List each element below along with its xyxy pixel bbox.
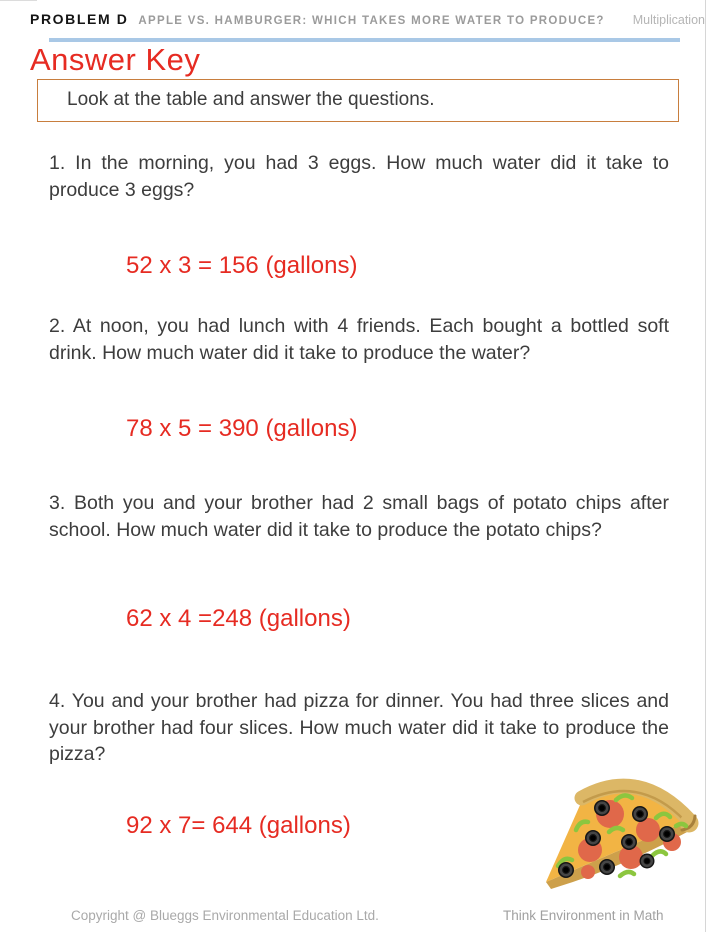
answer-2: 78 x 5 = 390 (gallons) — [126, 415, 358, 442]
page-title: Answer Key — [30, 42, 201, 77]
instruction-text: Look at the table and answer the questions. — [67, 89, 435, 110]
instruction-box — [37, 79, 679, 122]
answer-1: 52 x 3 = 156 (gallons) — [126, 252, 358, 279]
page-header — [30, 11, 705, 27]
question-4: 4. You and your brother had pizza for dinner. You had three slices and your brother had four slices. How much water did it take to produce the pizza? — [49, 690, 669, 765]
answer-3: 62 x 4 =248 (gallons) — [126, 605, 351, 632]
question-3: 3. Both you and your brother had 2 small bags of potato chips after school. How much water did it take to produce the potato chips? — [49, 492, 669, 541]
footer-copyright: Copyright @ Blueggs Environmental Education Ltd. — [71, 908, 379, 923]
page-edge-artifact — [0, 0, 37, 1]
footer-tagline: Think Environment in Math — [503, 908, 664, 923]
topic-label: Multiplication — [632, 13, 705, 27]
worksheet-subtitle: APPLE VS. HAMBURGER: WHICH TAKES MORE WATER TO PRODUCE? — [138, 15, 605, 27]
question-2: 2. At noon, you had lunch with 4 friends. Each bought a bottled soft drink. How much water did it take to produce the water? — [49, 315, 669, 364]
answer-4: 92 x 7= 644 (gallons) — [126, 812, 351, 839]
pizza-slice-icon — [536, 764, 708, 902]
question-1: 1. In the morning, you had 3 eggs. How much water did it take to produce 3 eggs? — [49, 152, 669, 201]
problem-label: PROBLEM D — [30, 11, 129, 27]
